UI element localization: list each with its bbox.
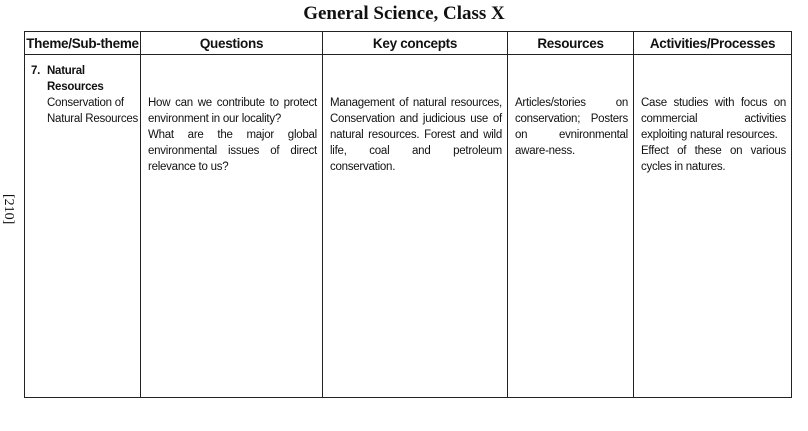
activity-2: Effect of these on various cycles in natures. <box>641 145 786 173</box>
theme-title-line-2: Resources <box>47 81 104 93</box>
column-header-questions: Questions <box>141 32 323 55</box>
question-1: How can we contribute to protect environment in our locality? <box>148 97 317 125</box>
table-header-row <box>25 32 792 55</box>
sub-theme-line-2: Natural Resources <box>47 113 138 125</box>
activities-cell <box>634 55 792 398</box>
theme-cell <box>25 55 141 398</box>
resources-text: Articles/stories on conservation; Posters on evnironmental aware-ness. <box>515 97 628 157</box>
table-row <box>25 55 792 398</box>
column-header-resources: Resources <box>508 32 634 55</box>
column-header-key-concepts: Key concepts <box>323 32 508 55</box>
sub-theme-line-1: Conservation of <box>47 97 124 109</box>
column-header-activities: Activities/Processes <box>634 32 792 55</box>
resources-cell <box>508 55 634 398</box>
theme-number: 7. <box>31 65 41 77</box>
page-title: General Science, Class X <box>303 3 505 24</box>
key-concepts-text: Management of natural resources, Conservation and judicious use of natural resources. Forest and wild life, coal and petroleum conservation. <box>330 97 502 173</box>
questions-cell <box>141 55 323 398</box>
theme-heading <box>31 63 138 95</box>
question-2: What are the major global environmental issues of direct relevance to us? <box>148 129 317 173</box>
key-concepts-cell <box>323 55 508 398</box>
sub-theme <box>31 95 138 127</box>
theme-title-line-1: Natural <box>47 65 85 77</box>
activity-1: Case studies with focus on commercial activities exploiting natural resources. <box>641 97 786 141</box>
syllabus-table <box>24 31 792 398</box>
page-number: [210] <box>1 194 16 225</box>
theme-title <box>47 63 104 95</box>
column-header-theme: Theme/Sub-theme <box>25 32 141 55</box>
